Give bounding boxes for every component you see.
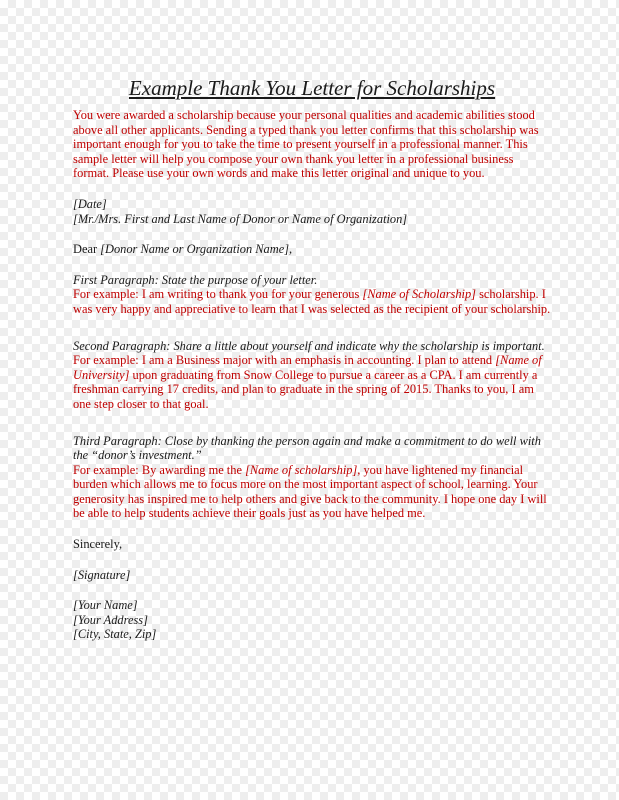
first-example-text-a: For example: I am writing to thank you for your generous xyxy=(73,287,363,302)
address-block xyxy=(73,197,551,226)
third-paragraph xyxy=(73,434,551,522)
closing: Sincerely, xyxy=(73,537,123,552)
letter-document xyxy=(73,76,551,642)
second-paragraph xyxy=(73,339,551,412)
scholarship-name-placeholder-2: [Name of scholarship] xyxy=(245,462,358,477)
first-paragraph xyxy=(73,273,551,317)
recipient-placeholder: [Mr./Mrs. First and Last Name of Donor or Name of Organization] xyxy=(73,211,408,226)
signature-placeholder: [Signature] xyxy=(73,567,131,582)
date-placeholder: [Date] xyxy=(73,196,107,211)
second-example-text-b: upon graduating from Snow College to pursue a career as a CPA. I am currently a freshman carrying 17 credits, and plan to graduate in the spring of 2015. Thanks to you, I am one step closer to that goal. xyxy=(73,367,538,411)
sender-block xyxy=(73,598,551,642)
third-paragraph-instruction: Third Paragraph: Close by thanking the person again and make a commitment to do well with the “donor’s investment.” xyxy=(73,433,541,463)
scholarship-name-placeholder: [Name of Scholarship] xyxy=(362,287,476,302)
salutation-prefix: Dear xyxy=(73,242,101,257)
salutation xyxy=(73,242,551,257)
first-paragraph-instruction: First Paragraph: State the purpose of your letter. xyxy=(73,272,318,287)
second-example-text-a: For example: I am a Business major with an emphasis in accounting. I plan to attend xyxy=(73,353,496,368)
city-state-zip-placeholder: [City, State, Zip] xyxy=(73,627,157,642)
your-name-placeholder: [Your Name] xyxy=(73,598,138,613)
document-title: Example Thank You Letter for Scholarships xyxy=(128,76,496,100)
third-example-text-a: For example: By awarding me the xyxy=(73,462,246,477)
second-paragraph-example xyxy=(73,353,551,411)
your-address-placeholder: [Your Address] xyxy=(73,612,148,627)
intro-paragraph: You were awarded a scholarship because your personal qualities and academic abilities stood above all other applicants. Sending a typed thank you letter confirms that this scholarship was important enough for you to take the time to present yourself in a professional manner. This sample letter will help you compose your own thank you letter in a professional business format. Please use your own words and make this letter original and unique to you. xyxy=(73,108,539,181)
university-name-placeholder: [Name of University] xyxy=(73,353,542,382)
second-paragraph-instruction: Second Paragraph: Share a little about yourself and indicate why the scholarship is important. xyxy=(73,338,545,353)
salutation-name: [Donor Name or Organization Name], xyxy=(100,242,293,257)
third-paragraph-example xyxy=(73,463,551,521)
first-paragraph-example xyxy=(73,287,551,316)
first-example-text-b: scholarship. I was very happy and appreciative to learn that I was selected as the recipient of your scholarship. xyxy=(73,287,551,316)
third-example-text-b: , you have lightened my financial burden which allows me to focus more on the most important aspect of school, learning. Your generosity has inspired me to help others and give back to the community. I hope one day I will be able to help students achieve their goals just as you have helped me. xyxy=(73,462,547,521)
